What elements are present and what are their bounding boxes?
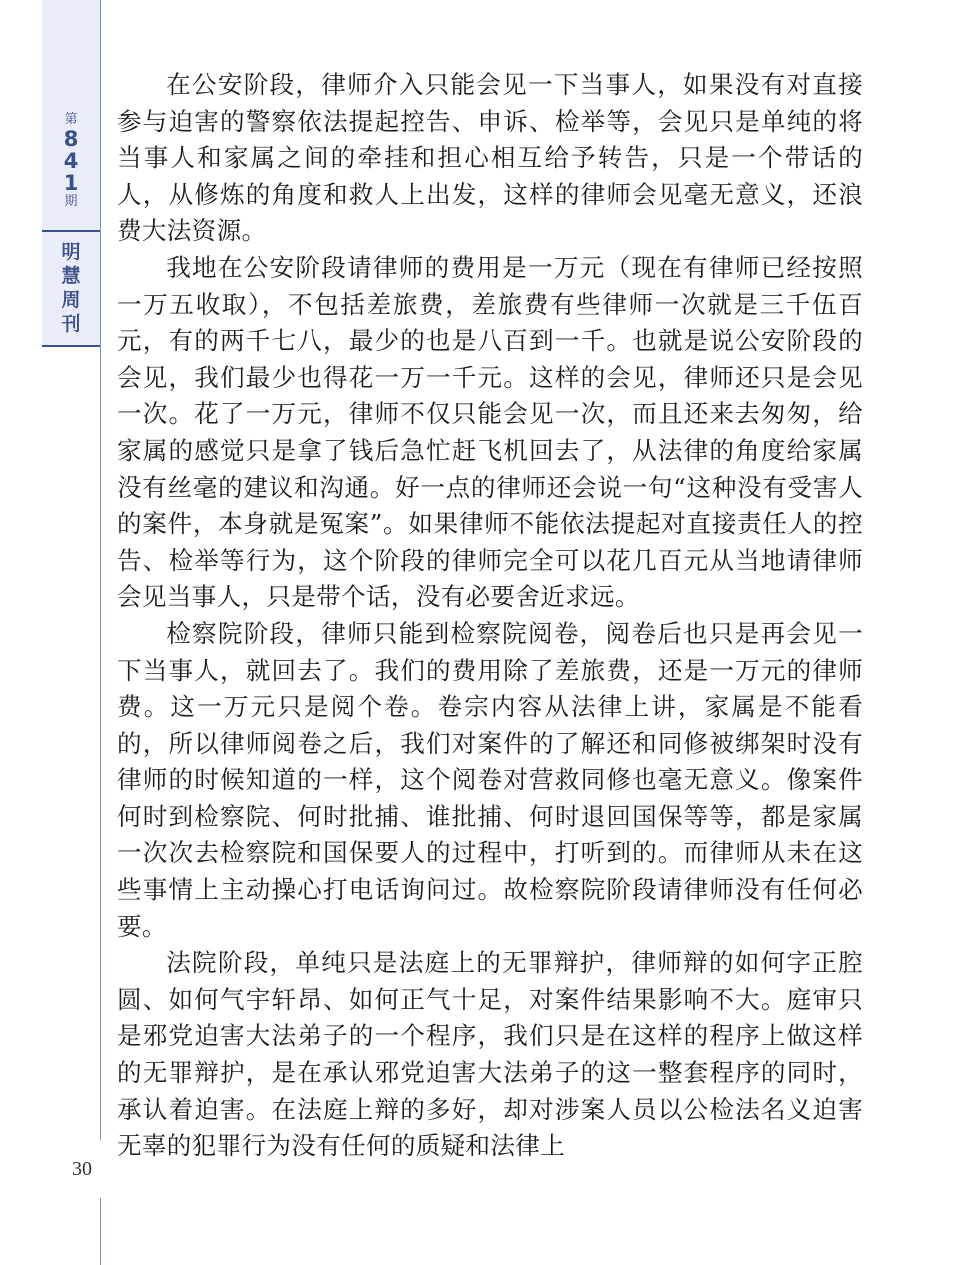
publication-char: 慧 — [61, 265, 81, 287]
issue-suffix: 期 — [64, 194, 78, 209]
issue-digit: 8 — [63, 127, 79, 151]
paragraph: 法院阶段，单纯只是法庭上的无罪辩护，律师辩的如何字正腔圆、如何气宇轩昂、如何正气十足，对案件结果影响不大。庭审只是邪党迫害大法弟子的一个程序，我们只是在这样的程序上做这样的无罪辩护，是在承认邪党迫害大法弟子的这一整套程序的同时，承认着迫害。在法庭上辩的多好，却对涉案人员以公检法名义迫害无辜的犯罪行为没有任何的质疑和法律上 — [117, 948, 863, 1161]
publication-name — [42, 240, 100, 336]
paragraph: 检察院阶段，律师只能到检察院阅卷，阅卷后也只是再会见一下当事人，就回去了。我们的费用除了差旅费，还是一万元的律师费。这一万元只是阅个卷。卷宗内容从法律上讲，家属是不能看的，所以律师阅卷之后，我们对案件的了解还和同修被绑架时没有律师的时候知道的一样，这个阅卷对营救同修也毫无意义。像案件何时到检察院、何时批捕、谁批捕、何时退回国保等等，都是家属一次次去检察院和国保要人的过程中，打听到的。而律师从未在这些事情上主动操心打电话询问过。故检察院阶段请律师没有任何必要。 — [117, 618, 863, 941]
publication-char: 刊 — [61, 313, 81, 335]
margin-rule — [100, 0, 101, 1265]
publication-char: 周 — [61, 289, 81, 311]
issue-digit: 4 — [63, 149, 79, 173]
tab-divider — [42, 230, 100, 232]
issue-digit: 1 — [63, 171, 79, 195]
article-body — [117, 67, 863, 1165]
publication-char: 明 — [61, 241, 81, 263]
margin-rule-gap — [99, 1140, 102, 1198]
issue-number — [42, 112, 100, 210]
paragraph: 我地在公安阶段请律师的费用是一万元（现在有律师已经按照一万五收取），不包括差旅费，差旅费有些律师一次就是三千伍百元，有的两千七八，最少的也是八百到一千。也就是说公安阶段的会见，我们最少也得花一万一千元。这样的会见，律师还只是会见一次。花了一万元，律师不仅只能会见一次，而且还来去匆匆，给家属的感觉只是拿了钱后急忙赶飞机回去了，从法律的角度给家属没有丝毫的建议和沟通。好一点的律师还会说一句“这种没有受害人的案件，本身就是冤案”。如果律师不能依法提起对直接责任人的控告、检举等行为，这个阶段的律师完全可以花几百元从当地请律师会见当事人，只是带个话，没有必要舍近求远。 — [117, 252, 863, 612]
paragraph: 在公安阶段，律师介入只能会见一下当事人，如果没有对直接参与迫害的警察依法提起控告、申诉、检举等，会见只是单纯的将当事人和家属之间的牵挂和担心相互给予转告，只是一个带话的人，从修炼的角度和救人上出发，这样的律师会见毫无意义，还浪费大法资源。 — [117, 70, 863, 246]
page-number: 30 — [72, 1158, 92, 1180]
issue-prefix: 第 — [64, 112, 78, 127]
